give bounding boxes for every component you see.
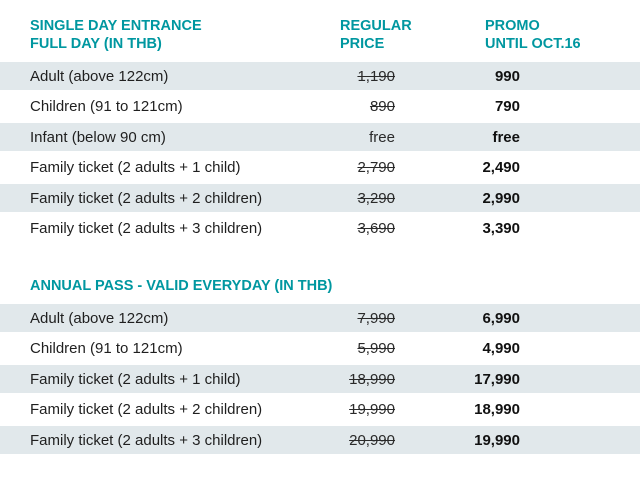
price-row: [0, 214, 640, 243]
ticket-type-label: Family ticket (2 adults + 3 children): [30, 431, 263, 449]
regular-price: 3,290: [357, 189, 395, 207]
ticket-type-label: Adult (above 122cm): [30, 309, 169, 327]
promo-price-column-header: [485, 17, 581, 53]
regular-price: 3,690: [357, 220, 395, 237]
ticket-type-label: Family ticket (2 adults + 3 children): [30, 220, 263, 237]
annual-pass-section-title: ANNUAL PASS - VALID EVERYDAY (IN THB): [30, 278, 333, 294]
price-row: [0, 153, 640, 182]
ticket-type-label: Family ticket (2 adults + 1 child): [30, 370, 241, 388]
ticket-type-label: Adult (above 122cm): [30, 67, 169, 85]
regular-price: 1,190: [357, 67, 395, 85]
regular-header-line2: PRICE: [340, 36, 385, 52]
regular-price: 890: [369, 98, 395, 115]
ticket-type-label: Family ticket (2 adults + 2 children): [30, 401, 263, 418]
regular-price: 2,790: [357, 159, 395, 176]
ticket-type-label: Children (91 to 121cm): [30, 98, 183, 115]
promo-price: 2,490: [482, 159, 520, 176]
regular-price: 18,990: [349, 370, 395, 388]
price-row: [0, 62, 640, 90]
promo-header-line1: PROMO: [485, 18, 540, 34]
price-row: [0, 395, 640, 424]
price-row: [0, 426, 640, 454]
regular-price: 7,990: [357, 309, 395, 327]
single-day-title-line2: FULL DAY (IN THB): [30, 36, 162, 52]
single-day-section-title: [30, 17, 202, 53]
promo-price: 4,990: [482, 340, 520, 357]
annual-pass-price-table: [0, 302, 640, 456]
regular-price: 20,990: [349, 431, 395, 449]
promo-header-line2: UNTIL OCT.16: [485, 36, 581, 52]
ticket-type-label: Infant (below 90 cm): [30, 128, 166, 146]
promo-price: 790: [494, 98, 520, 115]
promo-price: 19,990: [474, 431, 520, 449]
ticket-type-label: Family ticket (2 adults + 2 children): [30, 189, 263, 207]
regular-price: 19,990: [349, 401, 395, 418]
regular-header-line1: REGULAR: [340, 18, 412, 34]
promo-price: 6,990: [482, 309, 520, 327]
price-row: [0, 365, 640, 393]
regular-price: 5,990: [357, 340, 395, 357]
promo-price: 3,390: [482, 220, 520, 237]
ticket-type-label: Family ticket (2 adults + 1 child): [30, 159, 241, 176]
promo-price: 18,990: [474, 401, 520, 418]
ticket-type-label: Children (91 to 121cm): [30, 340, 183, 357]
regular-price: free: [369, 128, 395, 146]
promo-price: free: [492, 128, 520, 146]
price-row: [0, 184, 640, 212]
regular-price-column-header: [340, 17, 412, 53]
price-row: [0, 92, 640, 121]
promo-price: 17,990: [474, 370, 520, 388]
single-day-title-line1: SINGLE DAY ENTRANCE: [30, 18, 202, 34]
price-row: [0, 304, 640, 332]
promo-price: 2,990: [482, 189, 520, 207]
price-row: [0, 123, 640, 151]
price-row: [0, 334, 640, 363]
promo-price: 990: [494, 67, 520, 85]
single-day-price-table: [0, 60, 640, 243]
